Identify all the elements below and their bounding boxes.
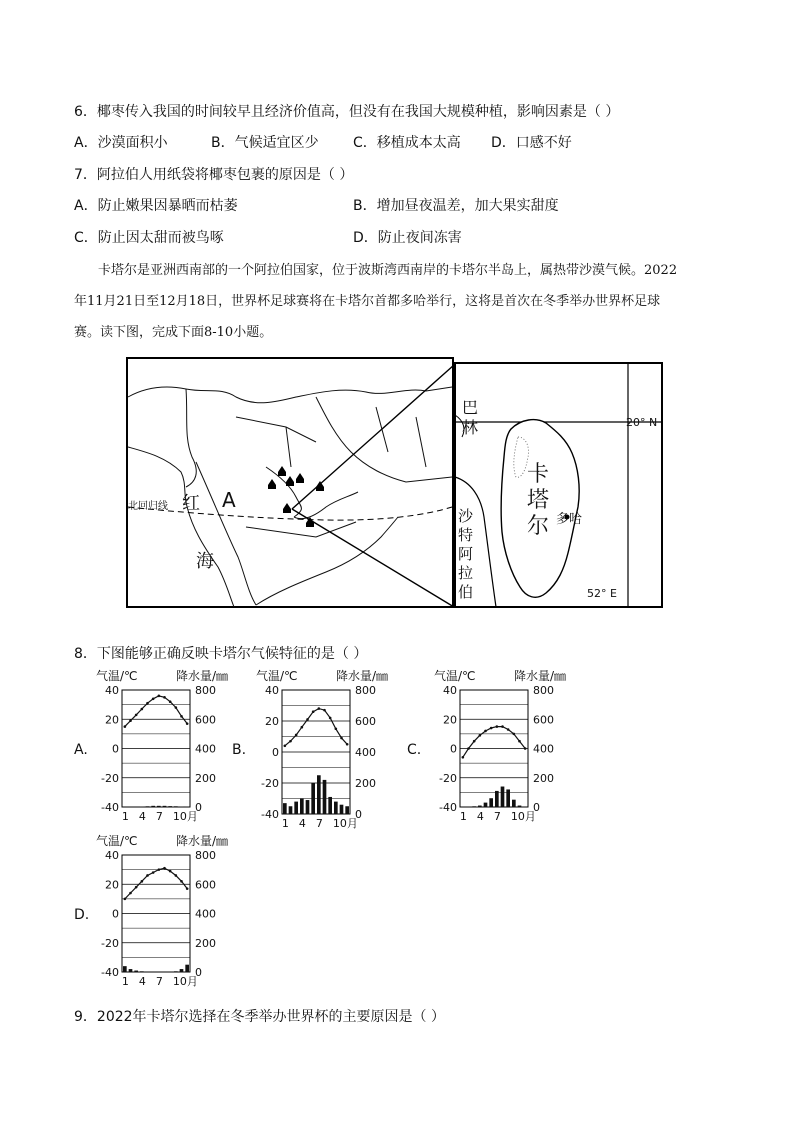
map-label-qatar-3: 尔 <box>527 514 550 539</box>
x-tick-label: 4 <box>298 817 306 830</box>
precip-tick-label: 200 <box>355 777 376 790</box>
map-label-saudi-1: 沙 <box>458 507 474 525</box>
q8-option-a[interactable]: A. <box>74 742 88 758</box>
precip-bar <box>300 799 304 815</box>
q8-stem: 8．下图能够正确反映卡塔尔气候特征的是（ ） <box>74 646 368 662</box>
precip-tick-label: 600 <box>195 713 216 727</box>
precip-bar <box>334 802 338 814</box>
temperature-point <box>513 733 516 736</box>
x-tick-label: 4 <box>138 810 146 823</box>
temp-tick-label: 20 <box>105 713 119 727</box>
climate-chart-a <box>92 668 229 823</box>
map-label-lat: 20° N <box>626 416 658 429</box>
precip-axis-label: 降水量/㎜ <box>336 669 389 683</box>
temperature-line <box>463 727 525 758</box>
q8-option-b[interactable]: B. <box>232 742 247 758</box>
x-tick-label: 1 <box>121 975 129 988</box>
precip-bar <box>123 966 127 972</box>
temperature-point <box>180 880 183 883</box>
temperature-point <box>135 714 138 717</box>
precip-bar <box>328 797 332 814</box>
temperature-point <box>141 880 144 883</box>
q7-option-d[interactable]: D．防止夜间冻害 <box>353 230 462 246</box>
temp-tick-label: 0 <box>112 907 119 921</box>
map-label-doha: 多哈 <box>556 512 583 527</box>
temp-axis-label: 气温/℃ <box>96 669 138 683</box>
temperature-point <box>306 718 309 721</box>
map-label-saudi-3: 阿 <box>458 545 474 563</box>
x-tick-label: 10月 <box>172 810 198 823</box>
x-tick-label: 10月 <box>332 817 358 830</box>
map-label-bahrain-2: 林 <box>462 418 479 437</box>
map-label-tropic: 北回归线 <box>128 501 168 512</box>
x-tick-label: 1 <box>459 810 467 823</box>
temperature-point <box>312 710 315 713</box>
temp-tick-label: 0 <box>450 742 457 756</box>
temperature-point <box>186 722 189 725</box>
temperature-point <box>129 892 132 895</box>
precip-tick-label: 600 <box>195 878 216 892</box>
precip-tick-label: 200 <box>195 771 216 785</box>
temperature-point <box>340 737 343 740</box>
precip-bar <box>180 969 184 972</box>
map-label-a: A <box>222 488 236 512</box>
q9-stem: 9．2022年卡塔尔选择在冬季举办世界杯的主要原因是（ ） <box>74 1009 445 1025</box>
temp-axis-label: 气温/℃ <box>434 669 476 683</box>
temp-tick-label: 20 <box>443 713 457 727</box>
temp-tick-label: 0 <box>272 746 279 759</box>
q8-option-c[interactable]: C. <box>407 742 422 758</box>
precip-bar <box>306 800 310 814</box>
precip-tick-label: 800 <box>195 849 216 862</box>
x-tick-label: 4 <box>476 810 484 823</box>
temp-tick-label: -40 <box>101 966 119 979</box>
q6-option-a[interactable]: A．沙漠面积小 <box>74 135 168 151</box>
precip-bar <box>506 789 510 807</box>
map-label-sea: 海 <box>196 551 214 572</box>
temperature-point <box>169 870 172 873</box>
precip-tick-label: 800 <box>195 684 216 697</box>
precip-tick-label: 400 <box>355 746 376 759</box>
x-tick-label: 7 <box>315 817 323 830</box>
temperature-point <box>152 871 155 874</box>
temp-tick-label: 40 <box>443 684 457 697</box>
temperature-point <box>175 874 178 877</box>
temperature-point <box>186 887 189 890</box>
temperature-point <box>462 756 465 759</box>
precip-tick-label: 0 <box>533 801 540 814</box>
temp-tick-label: 0 <box>112 742 119 756</box>
precip-tick-label: 400 <box>195 907 216 921</box>
precip-bar <box>129 969 133 972</box>
temp-tick-label: 20 <box>105 878 119 892</box>
precip-bar <box>478 806 482 807</box>
map-label-lon: 52° E <box>587 587 617 600</box>
precip-bar <box>134 971 138 972</box>
precip-tick-label: 0 <box>195 966 202 979</box>
precip-tick-label: 0 <box>195 801 202 814</box>
temperature-point <box>284 745 287 748</box>
map-figure <box>126 357 666 609</box>
q6-option-c[interactable]: C．移植成本太高 <box>353 135 461 151</box>
precip-bar <box>174 971 178 972</box>
map-label-red: 红 <box>182 493 200 514</box>
temperature-point <box>473 740 476 743</box>
temperature-point <box>518 740 521 743</box>
q6-option-b[interactable]: B．气候适宜区少 <box>211 135 319 151</box>
precip-bar <box>289 806 293 814</box>
temperature-point <box>158 868 161 871</box>
temp-tick-label: 40 <box>105 849 119 862</box>
precip-bar <box>168 806 172 807</box>
temperature-point <box>146 874 149 877</box>
x-tick-label: 10月 <box>172 975 198 988</box>
precip-bar <box>518 806 522 807</box>
x-tick-label: 7 <box>155 975 163 988</box>
precip-bar <box>512 800 516 807</box>
temperature-line <box>125 868 187 899</box>
precip-tick-label: 600 <box>533 713 554 727</box>
map-label-qatar-1: 卡 <box>527 462 550 487</box>
intro-line-1: 卡塔尔是亚洲西南部的一个阿拉伯国家，位于波斯湾西南岸的卡塔尔半岛上，属热带沙漠气候。2022 <box>98 263 678 278</box>
temp-tick-label: 20 <box>265 715 279 728</box>
climate-chart-d <box>92 833 229 988</box>
temperature-point <box>152 697 155 700</box>
precip-bar <box>151 806 155 807</box>
intro-line-3: 赛。读下图，完成下面8-10小题。 <box>74 325 273 340</box>
intro-line-2: 年11月21日至12月18日，世界杯足球赛将在卡塔尔首都多哈举行，这将是首次在冬季举办世界杯足球 <box>74 294 661 309</box>
precip-bar <box>472 806 476 807</box>
map-label-qatar-2: 塔 <box>527 488 550 513</box>
temperature-point <box>163 696 166 699</box>
temp-tick-label: -40 <box>261 808 279 821</box>
precip-axis-label: 降水量/㎜ <box>514 669 567 683</box>
temperature-point <box>524 747 527 750</box>
temp-tick-label: -20 <box>439 771 457 785</box>
precip-bar <box>345 806 349 814</box>
climate-chart-c <box>430 668 567 823</box>
q6-option-d[interactable]: D．口感不好 <box>491 135 572 151</box>
temperature-point <box>158 695 161 698</box>
q7-stem: 7．阿拉伯人用纸袋将椰枣包裹的原因是（ ） <box>74 167 354 183</box>
precip-bar <box>283 803 287 814</box>
precip-bar <box>146 806 150 807</box>
temp-tick-label: -40 <box>101 801 119 814</box>
precip-bar <box>489 798 493 807</box>
temperature-point <box>496 725 499 728</box>
x-tick-label: 1 <box>121 810 129 823</box>
precip-tick-label: 400 <box>195 742 216 756</box>
precip-tick-label: 600 <box>355 715 376 728</box>
temperature-point <box>124 898 127 901</box>
precip-tick-label: 800 <box>355 684 376 697</box>
q7-option-b[interactable]: B．增加昼夜温差，加大果实甜度 <box>353 198 559 214</box>
precip-bar <box>294 802 298 814</box>
temperature-point <box>124 725 127 728</box>
precip-bar <box>140 971 144 972</box>
temperature-point <box>490 727 493 730</box>
temperature-point <box>507 728 510 731</box>
map-label-saudi-2: 特 <box>458 526 474 544</box>
precip-tick-label: 200 <box>195 936 216 950</box>
temperature-line <box>285 709 347 746</box>
precip-tick-label: 200 <box>533 771 554 785</box>
temperature-point <box>301 726 304 729</box>
temperature-point <box>146 702 149 705</box>
temperature-point <box>323 709 326 712</box>
precip-tick-label: 0 <box>355 808 362 821</box>
precip-tick-label: 800 <box>533 684 554 697</box>
precip-bar <box>340 805 344 814</box>
q7-option-c[interactable]: C．防止因太甜而被鸟啄 <box>74 230 224 246</box>
temperature-point <box>295 734 298 737</box>
temperature-point <box>484 730 487 733</box>
temp-tick-label: -20 <box>261 777 279 790</box>
precip-bar <box>484 803 488 807</box>
q8-option-d[interactable]: D. <box>74 907 90 923</box>
temp-tick-label: -20 <box>101 936 119 950</box>
temperature-point <box>479 734 482 737</box>
temperature-point <box>141 708 144 711</box>
precip-axis-label: 降水量/㎜ <box>176 669 229 683</box>
q7-option-a[interactable]: A．防止嫩果因暴晒而枯萎 <box>74 198 238 214</box>
precip-bar <box>495 791 499 807</box>
x-tick-label: 7 <box>493 810 501 823</box>
temperature-point <box>163 867 166 870</box>
temperature-point <box>135 886 138 889</box>
precip-bar <box>311 783 315 814</box>
precip-bar <box>317 775 321 814</box>
x-tick-label: 1 <box>281 817 289 830</box>
temp-tick-label: -40 <box>439 801 457 814</box>
precip-bar <box>157 806 161 807</box>
x-tick-label: 10月 <box>510 810 536 823</box>
x-tick-label: 7 <box>155 810 163 823</box>
precip-bar <box>185 965 189 972</box>
temperature-point <box>175 706 178 709</box>
temp-tick-label: 40 <box>265 684 279 697</box>
temp-tick-label: 40 <box>105 684 119 697</box>
precip-axis-label: 降水量/㎜ <box>176 834 229 848</box>
map-label-saudi-4: 拉 <box>458 564 474 582</box>
precip-bar <box>323 780 327 814</box>
temperature-point <box>180 715 183 718</box>
temp-axis-label: 气温/℃ <box>256 669 298 683</box>
q6-stem: 6．椰枣传入我国的时间较早且经济价值高，但没有在我国大规模种植，影响因素是（ ） <box>74 104 620 120</box>
temperature-point <box>129 719 132 722</box>
temperature-point <box>335 727 338 730</box>
precip-bar <box>501 787 505 807</box>
temperature-point <box>169 700 172 703</box>
temperature-line <box>125 696 187 727</box>
temperature-point <box>501 725 504 728</box>
temperature-point <box>318 707 321 710</box>
temp-axis-label: 气温/℃ <box>96 834 138 848</box>
precip-bar <box>163 806 167 807</box>
climate-chart-b <box>252 668 389 833</box>
map-label-bahrain-1: 巴 <box>462 398 479 417</box>
temperature-point <box>329 717 332 720</box>
precip-bar <box>174 806 178 807</box>
temp-tick-label: -20 <box>101 771 119 785</box>
precip-tick-label: 400 <box>533 742 554 756</box>
temperature-point <box>346 743 349 746</box>
temperature-point <box>467 747 470 750</box>
x-tick-label: 4 <box>138 975 146 988</box>
map-label-saudi-5: 伯 <box>458 583 474 601</box>
temperature-point <box>289 740 292 743</box>
